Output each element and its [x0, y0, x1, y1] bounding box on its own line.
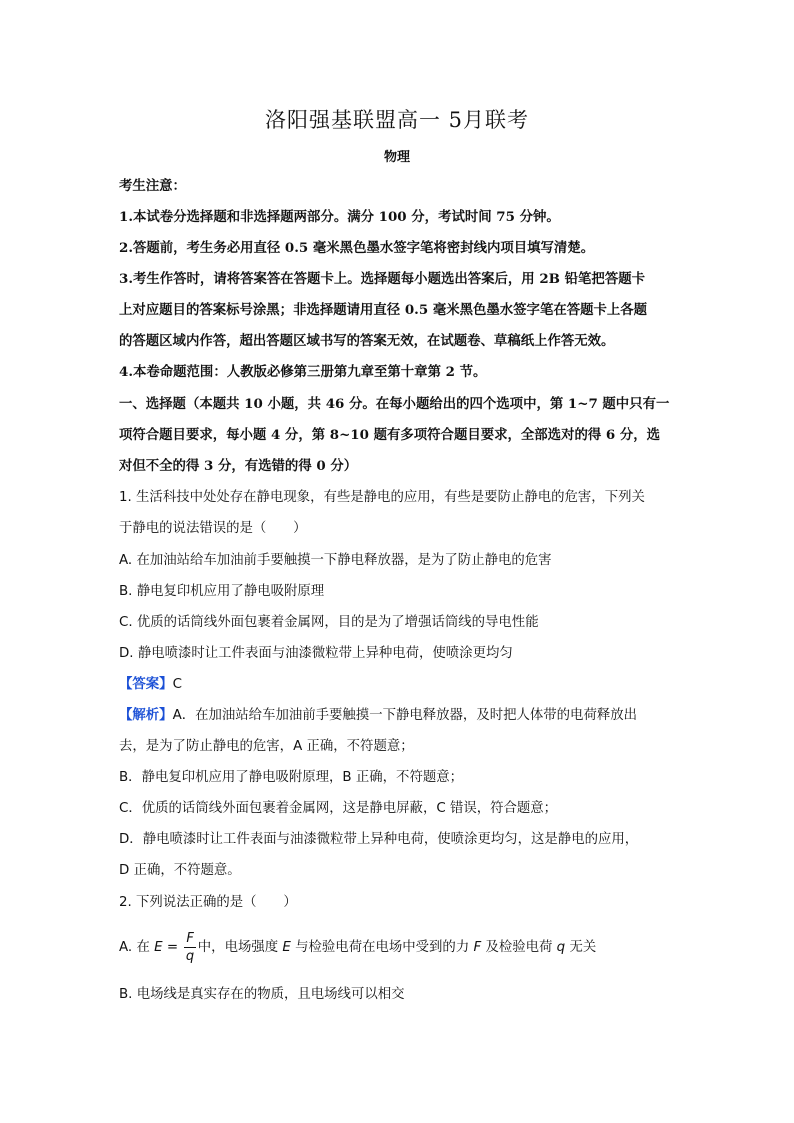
answer-label: 【答案】	[119, 677, 173, 692]
page-title: 洛阳强基联盟高一 5月联考	[264, 108, 530, 132]
analysis-text: D．静电喷漆时让工件表面与油漆微粒带上异种电荷，使喷涂更均匀，这是静电的应用，	[119, 832, 639, 847]
notice-item: 2.答题前，考生务必用直径 0.5 毫米黑色墨水签字笔将密封线内项目填写清楚。	[119, 240, 595, 256]
section-instruction: 对但不全的得 3 分，有选错的得 0 分）	[119, 458, 358, 474]
option-a: A. 在 E = $\frac{F}{q}$ 中，电场强度 E 与检验电荷在电场中受到的力 F 及检验电荷 q 无关	[119, 930, 597, 964]
option-d: D. 静电喷漆时让工件表面与油漆微粒带上异种电荷，使喷涂更均匀	[119, 646, 513, 661]
question-stem: 于静电的说法错误的是（ ）	[119, 521, 307, 536]
subject-title: 物理	[383, 150, 410, 165]
notice-item: 1.本试卷分选择题和非选择题两部分。满分 100 分，考试时间 75 分钟。	[119, 209, 560, 225]
formula-lhs: E =	[154, 940, 179, 955]
analysis-text: B．静电复印机应用了静电吸附原理，B 正确，不符题意；	[119, 770, 464, 785]
notice-item: 3.考生作答时，请将答案答在答题卡上。选择题每小题选出答案后，用 2B 铅笔把答题卡	[119, 271, 645, 287]
notice-item: 的答题区域内作答，超出答题区域书写的答案无效，在试题卷、草稿纸上作答无效。	[119, 333, 615, 349]
question-stem: 1. 生活科技中处处存在静电现象，有些是静电的应用，有些是要防止静电的危害，下列关	[119, 490, 645, 505]
option-b: B. 电场线是真实存在的物质，且电场线可以相交	[119, 987, 405, 1002]
option-b: B. 静电复印机应用了静电吸附原理	[119, 584, 325, 599]
analysis-line	[119, 706, 679, 726]
notice-heading: 考生注意：	[119, 178, 186, 194]
section-instruction: 项符合题目要求，每小题 4 分，第 8~10 题有多项符合题目要求，全部选对的得 6 分，选	[119, 427, 661, 443]
question-stem: 2. 下列说法正确的是（ ）	[119, 895, 297, 910]
analysis-text: C．优质的话筒线外面包裹着金属网，这是静电屏蔽，C 错误，符合题意；	[119, 801, 558, 816]
analysis-text: 去，是为了防止静电的危害，A 正确，不符题意；	[119, 739, 414, 754]
option-c: C. 优质的话筒线外面包裹着金属网，目的是为了增强话筒线的导电性能	[119, 615, 539, 630]
answer-value: C	[172, 677, 182, 692]
notice-item: 4.本卷命题范围：人教版必修第三册第九章至第十章第 2 节。	[119, 364, 487, 380]
section-instruction: 一、选择题（本题共 10 小题，共 46 分。在每小题给出的四个选项中，第 1~7 题中只有一	[119, 396, 670, 412]
option-a: A. 在加油站给车加油前手要触摸一下静电释放器，是为了防止静电的危害	[119, 553, 552, 568]
analysis-text: D 正确，不符题意。	[119, 863, 241, 878]
formula-fraction: $\frac{F}{q}$	[185, 930, 195, 964]
answer-line	[119, 675, 679, 695]
notice-item: 上对应题目的答案标号涂黑；非选择题请用直径 0.5 毫米黑色墨水签字笔在答题卡上各题	[119, 302, 648, 318]
analysis-label: 【解析】	[119, 708, 173, 723]
analysis-text: A．在加油站给车加油前手要触摸一下静电释放器，及时把人体带的电荷释放出	[172, 708, 638, 723]
